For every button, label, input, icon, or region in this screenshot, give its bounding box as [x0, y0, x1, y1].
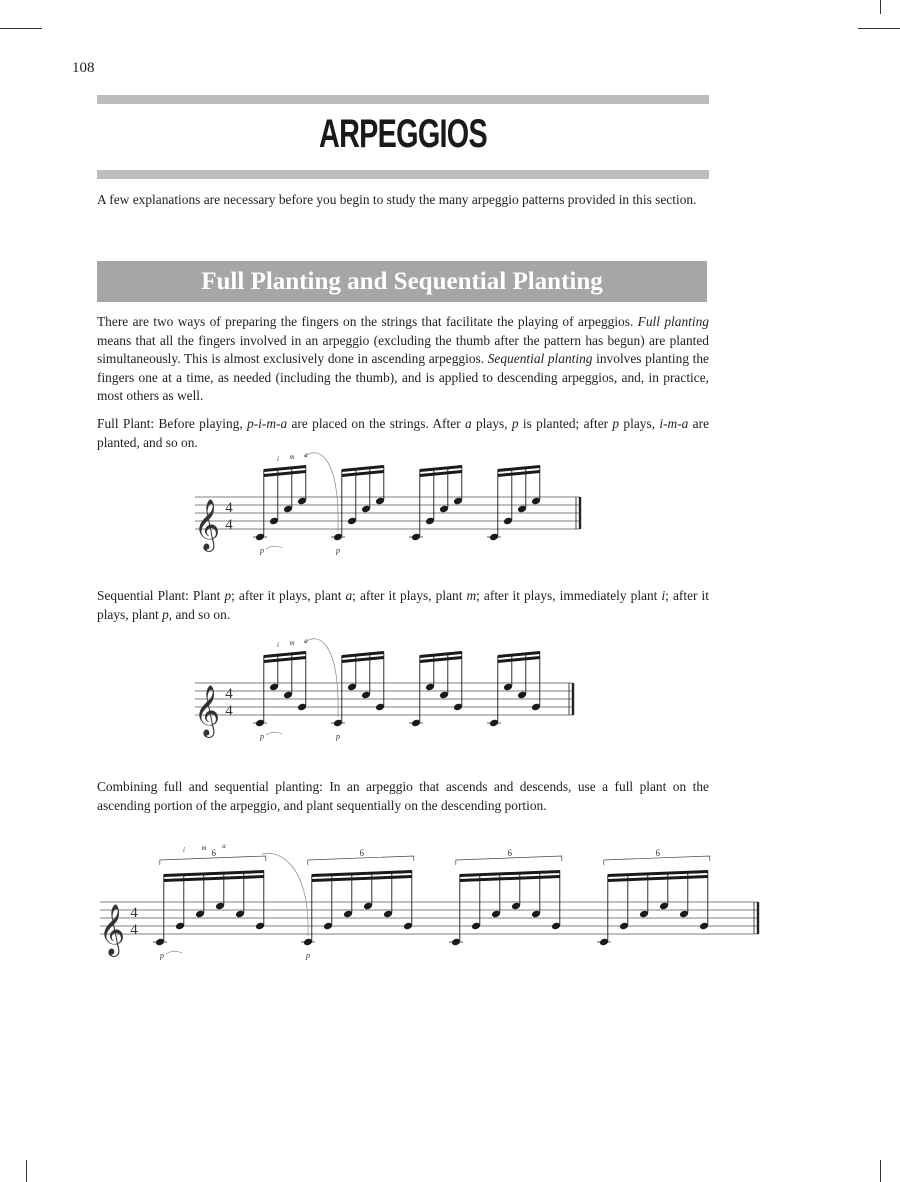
treble-clef: 𝄞 [193, 686, 221, 735]
treble-clef: 𝄞 [98, 905, 126, 954]
planting-paragraph [97, 313, 709, 406]
finger-label: i [277, 641, 279, 649]
finger-label: i [183, 846, 185, 854]
crop-mark [26, 1160, 27, 1182]
tuplet-number: 6 [507, 848, 513, 858]
text-run: means that all the fingers involved in an arpeggio (excluding the thumb after the pattern has begun) are planted simultaneously. This is almost exclusively done in ascending arpeggios. [97, 332, 709, 366]
full-plant-paragraph [97, 415, 709, 452]
time-signature-bottom: 4 [225, 517, 233, 533]
finger-label-p: p [160, 951, 164, 960]
time-signature-top: 4 [130, 905, 138, 921]
text-run: Sequential planting [487, 351, 593, 366]
section-heading: Full Planting and Sequential Planting [97, 261, 707, 302]
time-signature-bottom: 4 [225, 703, 233, 719]
sequential-plant-paragraph [97, 587, 709, 624]
planting-arrow [266, 732, 282, 735]
time-signature-bottom: 4 [130, 922, 138, 938]
intro-paragraph: A few explanations are necessary before you begin to study the many arpeggio patterns provided in this section. [97, 192, 697, 207]
text-run: p [162, 606, 169, 622]
text-run: i [661, 588, 666, 603]
time-signature-top: 4 [225, 500, 233, 516]
text-run: , and so on. [168, 606, 231, 622]
finger-label: a [304, 637, 308, 645]
treble-clef: 𝄞 [193, 500, 221, 549]
planting-arrow [266, 546, 282, 549]
text-run: plays, [471, 416, 512, 431]
text-run: i-m-a [659, 416, 689, 431]
crop-mark [858, 28, 900, 29]
example-full-plant [193, 451, 615, 582]
time-signature-top: 4 [225, 686, 233, 702]
text-run: Sequential Plant: Plant [97, 588, 225, 603]
combining-paragraph [97, 778, 709, 815]
finger-label-p: p [260, 546, 264, 555]
planting-arrow [166, 951, 182, 954]
text-run: Full Plant: Before playing, [97, 416, 248, 431]
finger-label-p: p [260, 732, 264, 741]
text-run: There are two ways of preparing the fingers on the strings that facilitate the playing of arpeggios. [97, 314, 638, 329]
text-run: is planted; after [518, 416, 613, 431]
crop-mark [0, 28, 42, 29]
tuplet-number: 6 [211, 848, 217, 858]
example-combined-planting [100, 838, 780, 968]
page-title: ARPEGGIOS [319, 112, 487, 156]
finger-label: a [222, 842, 226, 850]
finger-label: m [289, 453, 295, 461]
finger-label: i [277, 455, 279, 463]
text-run: are placed on the strings. After [287, 416, 465, 431]
tuplet-number: 6 [655, 848, 661, 858]
text-run: plays, [619, 416, 660, 431]
title-rule-top [97, 95, 709, 104]
title-rule-bottom [97, 170, 709, 179]
text-run: Combining full and sequential planting: In an arpeggio that ascends and descends, use a full plant on the ascending portion of the arpeggio, and plant sequentially on the descending portion. [97, 779, 709, 813]
tuplet-number: 6 [359, 848, 365, 858]
finger-label: a [304, 451, 308, 459]
text-run: are planted, and so on. [97, 416, 710, 450]
crop-mark [880, 1160, 881, 1182]
example-sequential-plant [195, 633, 615, 773]
text-run: p [224, 588, 232, 603]
text-run: a [345, 588, 353, 603]
text-run: p [612, 416, 620, 431]
text-run: ; after it plays, immediately plant [476, 588, 662, 603]
finger-label-p: p [336, 732, 340, 741]
finger-label: m [201, 844, 207, 852]
text-run: p [511, 416, 519, 431]
planting-arrow [262, 853, 308, 936]
page-number: 108 [72, 60, 95, 76]
text-run: Full planting [637, 314, 709, 329]
finger-label-p: p [336, 546, 340, 555]
crop-mark [880, 0, 881, 14]
text-run: ; after it plays, plant [97, 588, 709, 622]
planting-arrow [304, 453, 338, 531]
text-run: m [466, 588, 477, 603]
text-run: p-i-m-a [247, 416, 288, 431]
text-run: ; after it plays, plant [352, 588, 467, 603]
planting-arrow [304, 639, 338, 717]
finger-label-p: p [306, 951, 310, 960]
text-run: involves planting the fingers one at a time, as needed (including the thumb), and is applied to descending arpeggios, and, in practice, most others as well. [97, 351, 709, 403]
finger-label: m [289, 639, 295, 647]
text-run: ; after it plays, plant [231, 588, 346, 603]
text-run: a [464, 416, 472, 431]
